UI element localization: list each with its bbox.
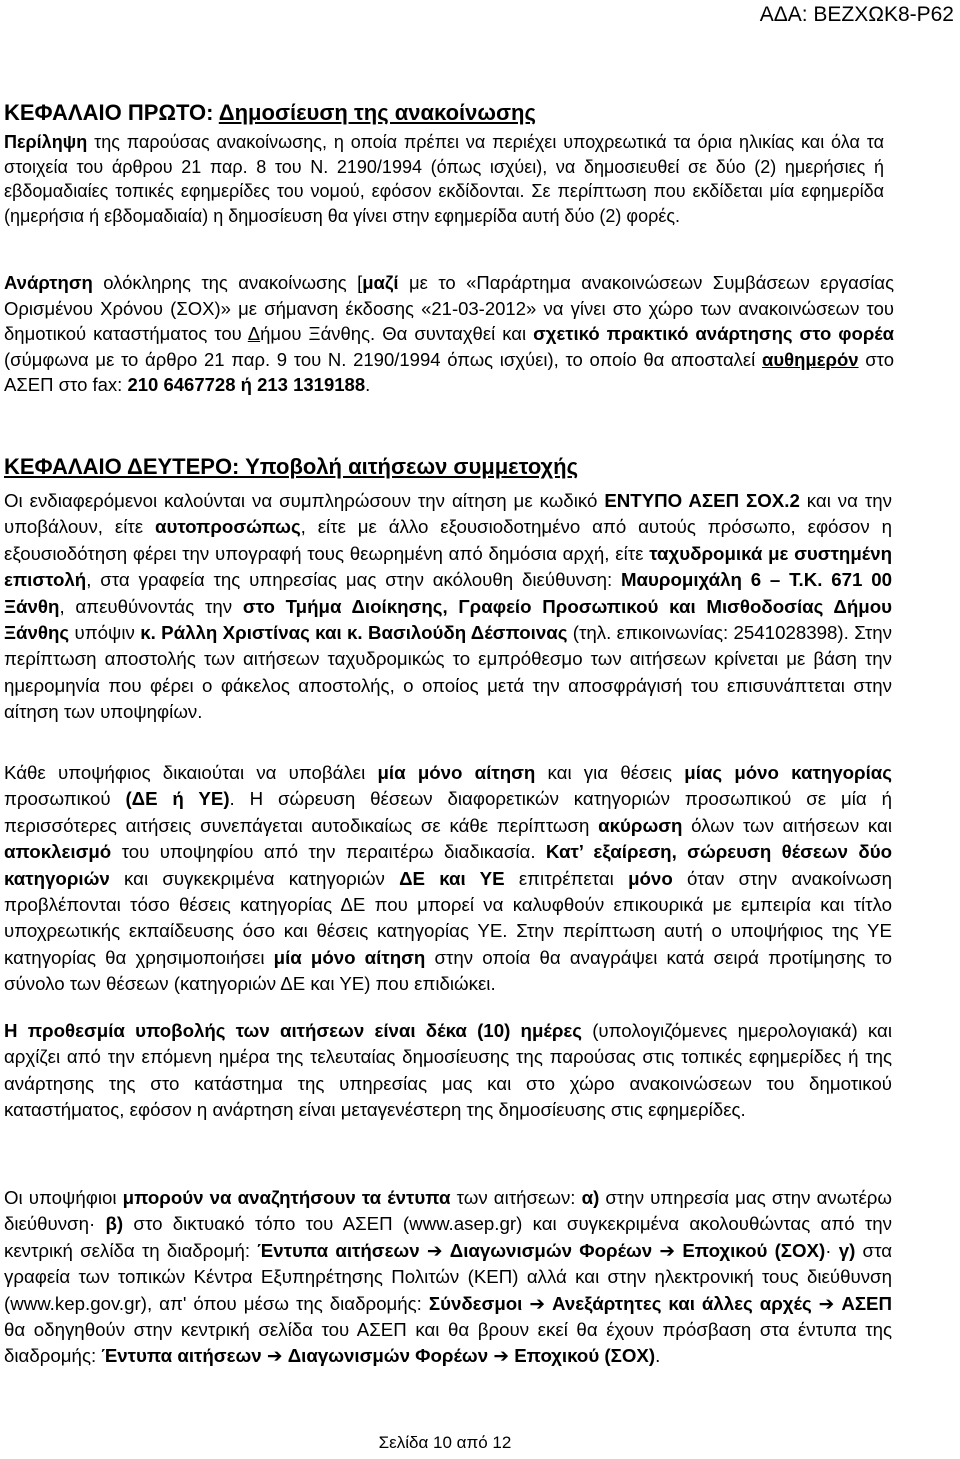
- chapter2-title-main: ΔΕΥΤΕΡΟ: Υποβολή αιτήσεων συμμετοχής: [127, 454, 579, 479]
- arrow-right-icon: ➔: [493, 1345, 509, 1367]
- single-application-paragraph: Κάθε υποψήφιος δικαιούται να υποβάλει μία μόνο αίτηση και για θέσεις μίας μόνο κατηγορίας προσωπικού (ΔΕ ή ΥΕ). Η σώρευση θέσεων διαφορετικών κατηγοριών προσωπικού σε μία ή περισσότερες αιτήσεις συνεπάγεται αυτοδικαίως σε κάθε περίπτωση ακύρωση όλων των αιτήσεων και αποκλεισμό του υποψηφίου από την περαιτέρω διαδικασία. Κατ’ εξαίρεση, σώρευση θέσεων δύο κατηγοριών και συγκεκριμένα κατηγοριών ΔΕ και ΥΕ επιτρέπεται μόνο όταν στην ανακοίνωση προβλέπονται τόσο θέσεις κατηγορίας ΔΕ που μπορεί να καλυφθούν επικουρικά με εμπειρία και τίτλο υποχρεωτικής εκπαίδευσης όσο και θέσεις κατηγορίας ΥΕ. Στην περίπτωση αυτή ο υποψήφιος της ΥΕ κατηγορίας θα χρησιμοποιήσει μία μόνο αίτηση στην οποία θα αναγράψει κατά σειρά προτίμησης το σύνολο των θέσεων (κατηγοριών ΔΕ και ΥΕ) που επιδιώκει.: [4, 762, 893, 995]
- arrow-right-icon: ➔: [426, 1239, 443, 1261]
- arrow-right-icon: ➔: [818, 1292, 835, 1314]
- summary-label: Περίληψη: [4, 132, 88, 152]
- arrow-right-icon: ➔: [266, 1345, 283, 1367]
- ada-code: ΑΔΑ: ΒΕΖΧΩΚ8-Ρ62: [759, 3, 954, 26]
- chapter1-title: ΚΕΦΑΛΑΙΟ ΠΡΩΤΟ: Δημοσίευση της ανακοίνωσης: [4, 100, 536, 125]
- posting-label: Ανάρτηση: [4, 272, 93, 293]
- posting-paragraph: Ανάρτηση ολόκληρης της ανακοίνωσης [μαζί με το «Παράρτημα ανακοινώσεων Συμβάσεων εργασίας Ορισμένου Χρόνου (ΣΟΧ)» με σήμανση έκδοσης «21-03-2012» να γίνει στο χώρο των ανακοινώσεων του δημοτικού καταστήματος του Δήμου Ξάνθης. Θα συνταχθεί και σχετικό πρακτικό ανάρτησης στο φορέα (σύμφωνα με το άρθρο 21 παρ. 9 του Ν. 2190/1994 όπως ισχύει), το οποίο θα αποσταλεί αυθημερόν στο ΑΣΕΠ στο fax: 210 6467728 ή 213 1319188.: [4, 272, 894, 395]
- page-number: Σελίδα 10 από 12: [378, 1433, 512, 1452]
- application-paragraph: Οι ενδιαφερόμενοι καλούνται να συμπληρώσουν την αίτηση με κωδικό ΕΝΤΥΠΟ ΑΣΕΠ ΣΟΧ.2 και να την υποβάλουν, είτε αυτοπροσώπως, είτε με άλλο εξουσιοδοτημένο από αυτούς πρόσωπο, εφόσον η εξουσιοδότηση φέρει την υπογραφή τους θεωρημένη από δημόσια αρχή, είτε ταχυδρομικά με συστημένη επιστολή, στα γραφεία της υπηρεσίας μας στην ακόλουθη διεύθυνση: Μαυρομιχάλη 6 – Τ.Κ. 671 00 Ξάνθη, απευθύνοντάς την στο Τμήμα Διοίκησης, Γραφείο Προσωπικού και Μισθοδοσίας Δήμου Ξάνθης υπόψιν κ. Ράλλη Χριστίνας και κ. Βασιλούδη Δέσποινας (τηλ. επικοινωνίας: 2541028398). Στην περίπτωση αποστολής των αιτήσεων ταχυδρομικώς το εμπρόθεσμο των αιτήσεων κρίνεται με βάση την ημερομηνία που φέρει ο φάκελος αποστολής, ο οποίος μετά την αποσφράγισή του επισυνάπτεται στην αίτηση των υποψηφίων.: [4, 490, 893, 723]
- deadline-statement: Η προθεσμία υποβολής των αιτήσεων είναι δέκα (10) ημέρες: [4, 1020, 582, 1041]
- chapter2-title: ΚΕΦΑΛΑΙΟ ΔΕΥΤΕΡΟ: Υποβολή αιτήσεων συμμετοχής: [4, 454, 579, 479]
- forms-paragraph: Οι υποψήφιοι μπορούν να αναζητήσουν τα έντυπα των αιτήσεων: α) στην υπηρεσία μας στην ανωτέρω διεύθυνση· β) στο δικτυακό τόπο του ΑΣΕΠ (www.asep.gr) και συγκεκριμένα ακολουθώντας από την κεντρική σελίδα τη διαδρομή: Έντυπα αιτήσεων ➔ Διαγωνισμών Φορέων ➔ Εποχικού (ΣΟΧ)· γ) στα γραφεία των τοπικών Κέντρα Εξυπηρέτησης Πολιτών (ΚΕΠ) αλλά και στην ηλεκτρονική τους διεύθυνση (www.kep.gov.gr), απ' όπου μέσω της διαδρομής: Σύνδεσμοι ➔ Ανεξάρτητες και άλλες αρχές ➔ ΑΣΕΠ θα οδηγηθούν στην κεντρική σελίδα του ΑΣΕΠ και θα βρουν εκεί θα έχουν πρόσβαση στα έντυπα της διαδρομής: Έντυπα αιτήσεων ➔ Διαγωνισμών Φορέων ➔ Εποχικού (ΣΟΧ).: [4, 1187, 893, 1367]
- arrow-right-icon: ➔: [659, 1239, 676, 1261]
- chapter1-title-main: Δημοσίευση της ανακοίνωσης: [218, 100, 536, 125]
- fax-numbers: 210 6467728 ή 213 1319188: [127, 374, 366, 395]
- deadline-paragraph: Η προθεσμία υποβολής των αιτήσεων είναι δέκα (10) ημέρες (υπολογιζόμενες ημερολογιακά) και αρχίζει από την επόμενη ημέρα της τελευταίας δημοσίευσης της παρούσας στις τοπικές εφημερίδες ή της ανάρτησης της στο κατάστημα της υπηρεσίας μας και στο χώρο ανακοινώσεων του δημοτικού καταστήματος, εφόσον η ανάρτηση είναι μεταγενέστερη της δημοσίευσης στις εφημερίδες.: [4, 1020, 892, 1121]
- summary-paragraph: Περίληψη της παρούσας ανακοίνωσης, η οποία πρέπει να περιέχει υποχρεωτικά τα όρια ηλικίας και όλα τα στοιχεία του άρθρου 21 παρ. 8 του Ν. 2190/1994 (όπως ισχύει), να δημοσιευθεί σε δύο (2) ημερήσιες ή εβδομαδιαίες τοπικές εφημερίδες του νομού, εφόσον εκδίδονται. Σε περίπτωση που εκδίδεται μία εφημερίδα (ημερήσια ή εβδομαδιαία) η δημοσίευση θα γίνει στην εφημερίδα αυτή δύο (2) φορές.: [4, 132, 884, 226]
- address: Μαυρομιχάλη 6 – Τ.Κ. 671 00 Ξάνθη: [4, 569, 892, 617]
- form-code: ΕΝΤΥΠΟ ΑΣΕΠ ΣΟΧ.2: [604, 490, 800, 511]
- arrow-right-icon: ➔: [529, 1292, 546, 1314]
